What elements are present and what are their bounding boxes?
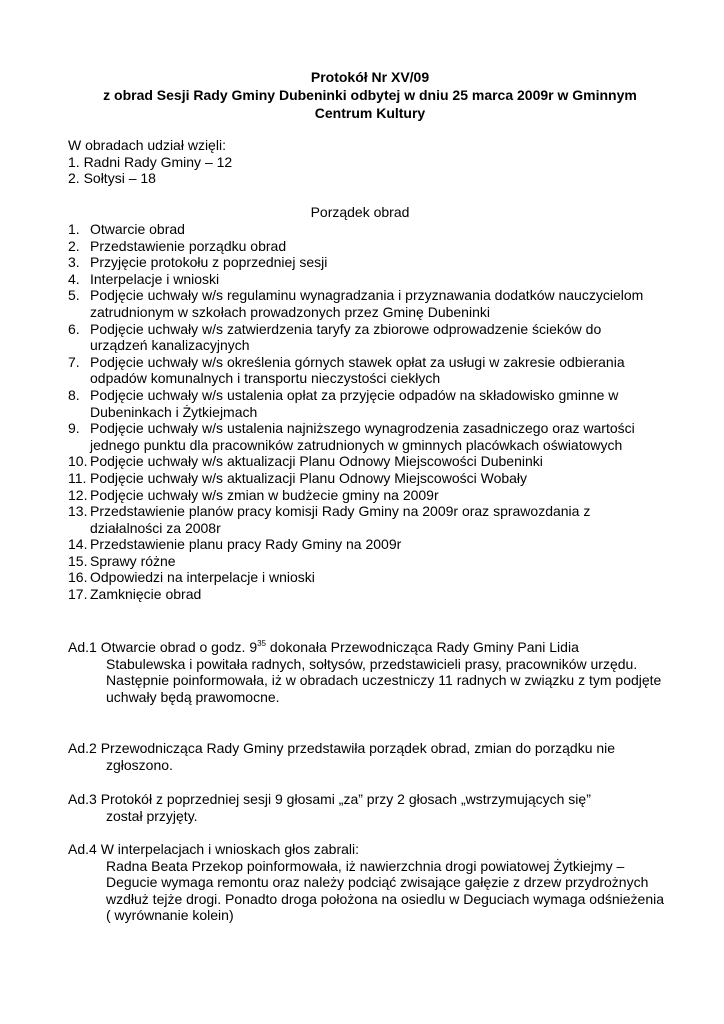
ad1-first-line-rest: dokonała Przewodnicząca Rady Gminy Pani Lidia xyxy=(266,639,579,655)
agenda-item xyxy=(68,487,658,504)
ad4-section xyxy=(68,841,668,924)
participants-item: 1. Radni Rady Gminy – 12 xyxy=(68,153,233,170)
agenda-item-number: 5. xyxy=(68,287,80,304)
agenda-item-number: 12. xyxy=(68,486,88,503)
agenda-item-text: Podjęcie uchwały w/s zatwierdzenia taryfy za zbiorowe odprowadzenie ścieków do urządzeń kanalizacyjnych xyxy=(90,320,602,354)
agenda-item xyxy=(68,453,658,470)
agenda-item-number: 6. xyxy=(68,320,80,337)
agenda-list xyxy=(68,221,658,603)
agenda-item-text: Przedstawienie planów pracy komisji Rady Gminy na 2009r oraz sprawozdania z działalności za 2008r xyxy=(90,503,591,536)
agenda-item-text: Podjęcie uchwały w/s ustalenia opłat za przyjęcie odpadów na składowisko gminne w Dubeninkach i Żytkiejmach xyxy=(90,386,619,420)
agenda-item-text: Podjęcie uchwały w/s określenia górnych stawek opłat za usługi w zakresie odbierania odpadów komunalnych i transportu nieczystości ciekłych xyxy=(90,353,625,387)
agenda-item xyxy=(68,586,658,603)
agenda-item-text: Podjęcie uchwały w/s regulaminu wynagradzania i przyznawania dodatków nauczycielom zatrudnionym w szkołach prowadzonych przez Gminę Dubeninki xyxy=(90,287,644,320)
agenda-item xyxy=(68,321,658,354)
agenda-item-text: Interpelacje i wnioski xyxy=(90,270,220,287)
title-line-1: Protokół Nr XV/09 xyxy=(310,69,430,85)
agenda-item-number: 15. xyxy=(68,552,88,569)
agenda-item-number: 16. xyxy=(68,569,88,586)
agenda-item-number: 3. xyxy=(68,254,80,271)
agenda-item-number: 9. xyxy=(68,420,80,437)
title-line-3: Centrum Kultury xyxy=(314,105,426,121)
agenda-item-text: Przedstawienie planu pracy Rady Gminy na 2009r xyxy=(90,536,402,553)
agenda-item xyxy=(68,287,658,320)
agenda-item-text: Otwarcie obrad xyxy=(90,221,185,237)
ad3-first-line: Ad.3 Protokół z poprzedniej sesji 9 głosami „za” przy 2 głosach „wstrzymujących się” xyxy=(68,791,591,807)
participants-section xyxy=(68,137,668,187)
ad1-section xyxy=(68,639,668,705)
ad4-paragraph: Radna Beata Przekop poinformowała, iż nawierzchnia drogi powiatowej Żytkiejmy – Degucie wymaga remontu oraz należy podciąć zwisające gałęzie z drzew przydrożnych wzdłuż tejże drogi. Ponadto droga położona na osiedlu w Deguciach wymaga odśnieżenia ( wyrównanie kolein) xyxy=(106,857,665,924)
agenda-item xyxy=(68,354,658,387)
agenda-item-number: 8. xyxy=(68,386,80,403)
participants-item: 2. Sołtysi – 18 xyxy=(68,170,156,187)
agenda-item xyxy=(68,470,658,487)
agenda-item xyxy=(68,503,658,536)
agenda-item-number: 10. xyxy=(68,453,88,470)
agenda-item xyxy=(68,221,658,238)
agenda-item-number: 14. xyxy=(68,536,88,553)
agenda-item xyxy=(68,553,658,570)
agenda-item-number: 17. xyxy=(68,586,88,603)
ad1-first-line xyxy=(68,639,668,656)
document-title xyxy=(60,68,680,122)
ad2-section xyxy=(68,740,668,773)
agenda-item-number: 4. xyxy=(68,270,80,287)
participants-intro: W obradach udział wzięli: xyxy=(68,137,226,153)
ad4-first-line: Ad.4 W interpelacjach i wnioskach głos zabrali: xyxy=(68,841,360,857)
agenda-item-number: 7. xyxy=(68,353,80,370)
agenda-item-number: 1. xyxy=(68,221,80,237)
agenda-item-text: Odpowiedzi na interpelacje i wnioski xyxy=(90,569,315,586)
agenda-item-text: Podjęcie uchwały w/s zmian w budżecie gminy na 2009r xyxy=(90,486,439,503)
agenda-item-text: Podjęcie uchwały w/s aktualizacji Planu Odnowy Miejscowości Wobały xyxy=(90,469,528,486)
ad1-time-superscript: 35 xyxy=(257,639,267,648)
agenda-item xyxy=(68,271,658,288)
ad1-prefix: Ad.1 Otwarcie obrad o godz. 9 xyxy=(68,639,258,655)
ad3-section xyxy=(68,791,668,824)
agenda-item-number: 11. xyxy=(68,469,87,486)
agenda-item xyxy=(68,238,658,255)
ad1-paragraph-2: Następnie poinformowała, iż w obradach uczestniczy 11 radnych w związku z tym podjęte uchwały będą prawomocne. xyxy=(106,672,662,705)
title-line-2: z obrad Sesji Rady Gminy Dubeninki odbytej w dniu 25 marca 2009r w Gminnym xyxy=(103,87,637,103)
agenda-item-text: Sprawy różne xyxy=(90,552,176,569)
agenda-item-text: Przedstawienie porządku obrad xyxy=(90,237,287,254)
agenda-item-text: Podjęcie uchwały w/s aktualizacji Planu Odnowy Miejscowości Dubeninki xyxy=(90,453,543,470)
agenda-item xyxy=(68,387,658,420)
agenda-item xyxy=(68,569,658,586)
ad2-first-line: Ad.2 Przewodnicząca Rady Gminy przedstawiła porządek obrad, zmian do porządku nie xyxy=(68,740,616,756)
agenda-item-text: Zamknięcie obrad xyxy=(90,586,202,603)
agenda-item-text: Podjęcie uchwały w/s ustalenia najniższego wynagrodzenia zasadniczego oraz wartości jednego punktu dla pracowników zatrudnionych w gminnych placówkach oświatowych xyxy=(90,420,635,453)
agenda-item-number: 2. xyxy=(68,237,80,254)
agenda-item-number: 13. xyxy=(68,503,88,520)
ad2-continuation: zgłoszono. xyxy=(106,756,173,773)
agenda-item xyxy=(68,420,658,453)
agenda-heading: Porządek obrad xyxy=(310,204,410,220)
agenda-item xyxy=(68,536,658,553)
ad3-continuation: został przyjęty. xyxy=(106,807,198,824)
agenda-item xyxy=(68,254,658,271)
agenda-item-text: Przyjęcie protokołu z poprzedniej sesji xyxy=(90,254,328,271)
ad1-continuation: Stabulewska i powitała radnych, sołtysów, przedstawicieli prasy, pracowników urzędu. xyxy=(106,655,638,672)
